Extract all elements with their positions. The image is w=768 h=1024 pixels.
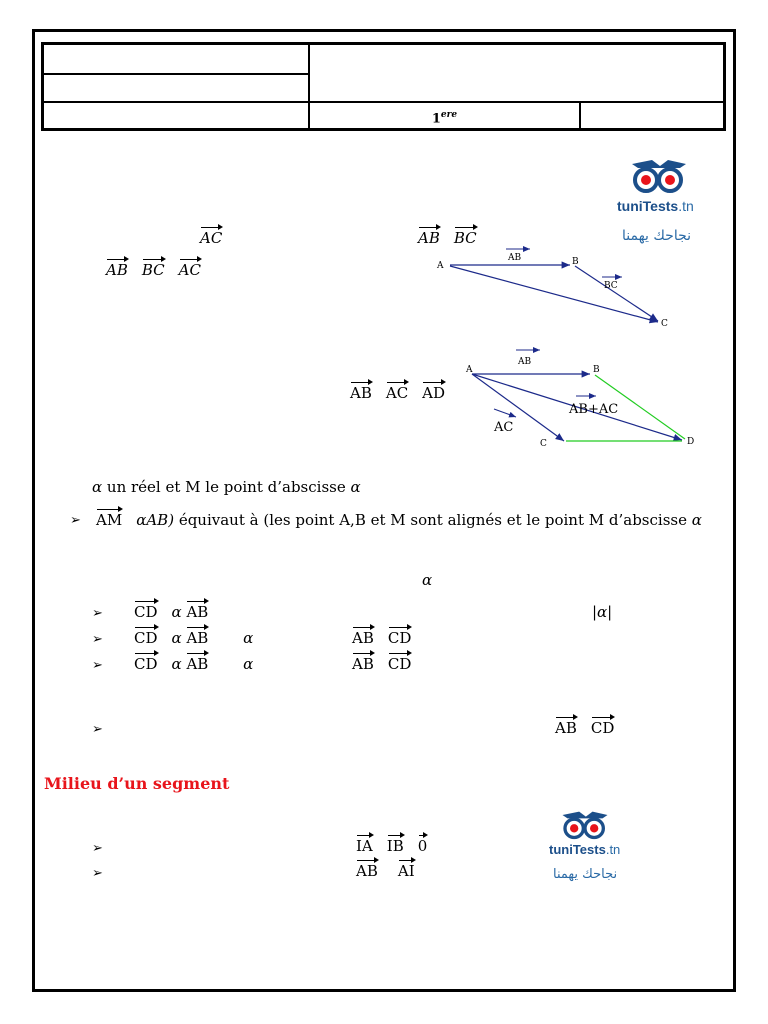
bullet-icon: ➢ [92, 841, 103, 856]
header-cell-right [580, 102, 724, 129]
fig2-label-a: A [466, 365, 473, 375]
tunitests-logo [612, 158, 718, 250]
ab-cd-pair-2: AB CD [352, 629, 412, 647]
bullet-icon: ➢ [92, 606, 103, 621]
bullet-icon: ➢ [70, 513, 81, 528]
owl-logo-icon [555, 810, 615, 840]
vec-bc: BC [141, 261, 165, 279]
cd-alpha-ab-line-3: CD α AB α [134, 655, 254, 673]
equivalence-line: AM αAB) équivaut à (les point A,B et M sont alignés et le point M d’abscisse α [96, 511, 702, 529]
alpha-center: α [422, 571, 433, 589]
fig1-label-b: B [572, 257, 579, 267]
fig2-label-b: B [593, 365, 600, 375]
fig2-label-ac: AC [494, 420, 514, 435]
logo-tagline: نجاحك يهمنا [553, 867, 618, 882]
section-title: Milieu d’un segment [44, 774, 230, 793]
level-suffix: ere [440, 110, 458, 120]
bullet-icon: ➢ [92, 632, 103, 647]
vec-ab: AB [106, 261, 128, 279]
fig2-label-sum: AB+AC [569, 402, 619, 417]
bullet-icon: ➢ [92, 866, 103, 881]
fig2-label-ab: AB [518, 357, 532, 367]
cd-alpha-ab-line-2: CD α AB α [134, 629, 254, 647]
vec-ab: AB [418, 229, 440, 247]
vec-ad: AD [422, 384, 446, 402]
header-cell-title [309, 44, 724, 102]
fig1-label-bc: BC [604, 281, 618, 291]
ab-ai-row: AB AI [356, 862, 415, 880]
alpha-absolute: |α| [592, 603, 613, 621]
header-cell-name [43, 44, 309, 74]
fig2-label-d: D [687, 437, 695, 447]
logo-brand: tuniTests.tn [549, 842, 621, 857]
vec-row-ab-ac-ad [350, 384, 459, 402]
cd-alpha-ab-line-1: CD α AB [134, 603, 209, 621]
fig2-label-c: C [540, 439, 547, 449]
logo-brand: tuniTests.tn [617, 198, 694, 214]
vec-am: AM [96, 511, 123, 529]
chasles-figure [430, 240, 680, 335]
fig1-label-ab: AB [508, 253, 522, 263]
header-cell-class [43, 74, 309, 102]
level-number: 1 [431, 111, 441, 127]
vec-ac: AC [385, 384, 409, 402]
owl-logo-icon [624, 158, 694, 194]
real-alpha-line: α un réel et M le point d’abscisse α [92, 478, 361, 496]
bullet-icon: ➢ [92, 722, 103, 737]
fig1-label-c: C [661, 319, 668, 329]
logo-tagline: نجاحك يهمنا [622, 228, 692, 244]
header-cell-level [309, 102, 580, 129]
vec-ab: AB [350, 384, 372, 402]
header-cell-left [43, 102, 309, 129]
vec-bc: BC [453, 229, 477, 247]
vec-row-ab-bc-ac [106, 261, 215, 279]
vec-ac-top: AC [200, 229, 223, 247]
tunitests-logo-2 [545, 810, 645, 886]
header-table [41, 42, 726, 131]
ab-cd-pair-4: AB CD [555, 719, 615, 737]
parallelogram-figure [460, 340, 710, 450]
fig1-label-a: A [437, 261, 444, 271]
ia-ib-zero-row: IA IB 0 [356, 837, 428, 855]
bullet-icon: ➢ [92, 658, 103, 673]
ab-cd-pair-3: AB CD [352, 655, 412, 673]
vec-ac: AC [178, 261, 201, 279]
